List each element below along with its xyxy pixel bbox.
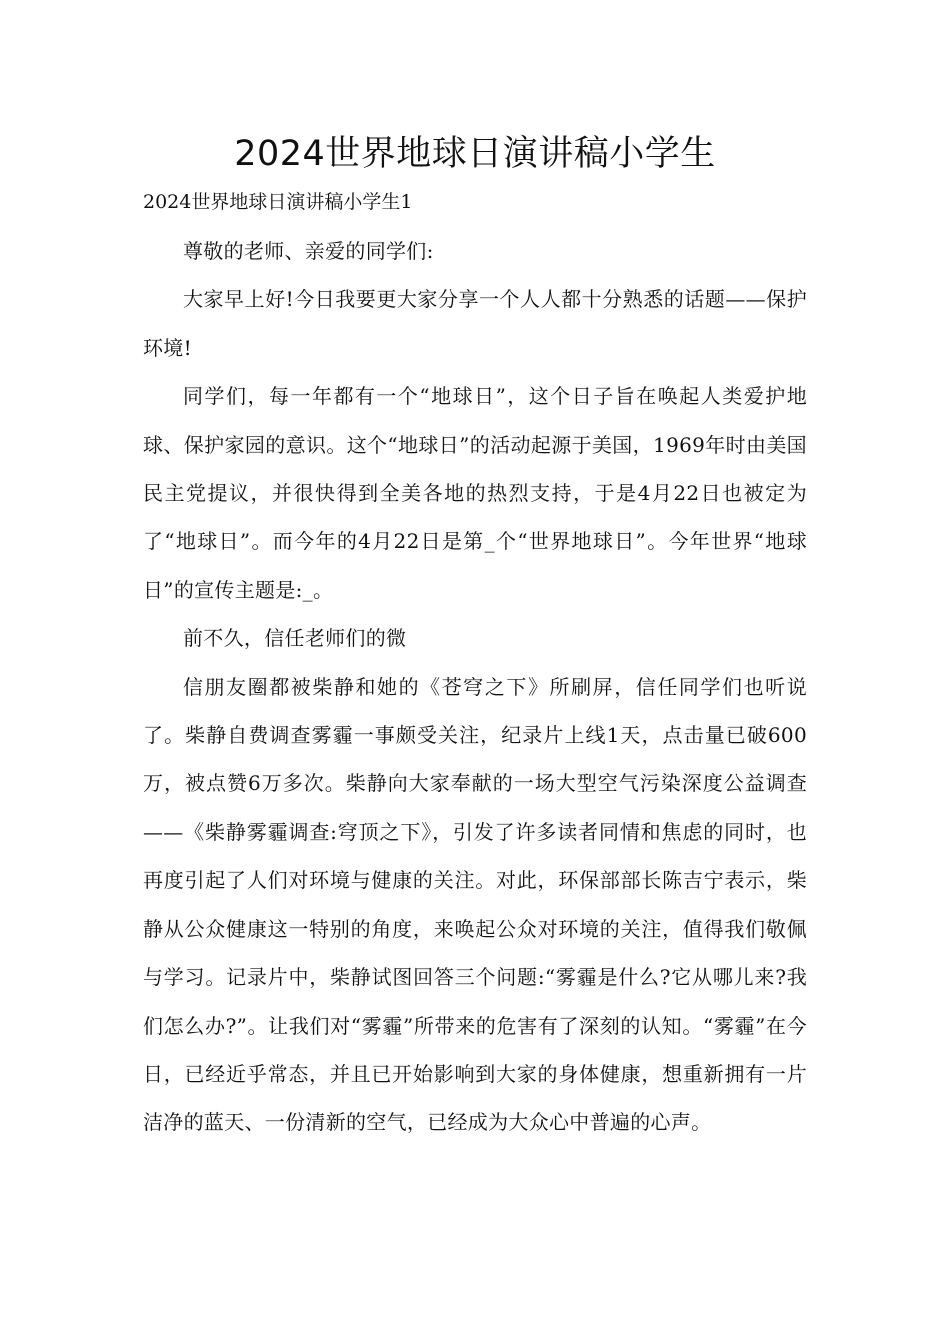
- paragraph-smog: 信朋友圈都被柴静和她的《苍穹之下》所刷屏，信任同学们也听说了。柴静自费调查雾霾一事颇受关注，纪录片上线1天，点击量已破600万，被点赞6万多次。柴静向大家奉献的一场大型空气污染深度公益调查——《柴静雾霾调查:穹顶之下》，引发了许多读者同情和焦虑的同时，也再度引起了人们对环境与健康的关注。对此，环保部部长陈吉宁表示，柴静从公众健康这一特别的角度，来唤起公众对环境的关注，值得我们敬佩与学习。记录片中，柴静试图回答三个问题:“雾霾是什么?它从哪儿来?我们怎么办?”。让我们对“雾霾”所带来的危害有了深刻的认知。“雾霾”在今日，已经近乎常态，并且已开始影响到大家的身体健康，想重新拥有一片洁净的蓝天、一份清新的空气，已经成为大众心中普遍的心声。: [143, 674, 807, 1135]
- paragraph-recently: 前不久，信任老师们的微: [183, 626, 407, 651]
- paragraph-intro: 大家早上好!今日我要更大家分享一个人人都十分熟悉的话题——保护环境!: [143, 287, 807, 360]
- document-body: [143, 227, 807, 1147]
- document-title: 2024世界地球日演讲稿小学生: [234, 134, 716, 174]
- document-subtitle: 2024世界地球日演讲稿小学生1: [143, 191, 413, 213]
- paragraph-greeting: 尊敬的老师、亲爱的同学们:: [183, 239, 434, 263]
- paragraph-earth-day: 同学们，每一年都有一个“地球日”，这个日子旨在唤起人类爱护地球、保护家园的意识。这个“地球日”的活动起源于美国，1969年时由美国民主党提议，并很快得到全美各地的热烈支持，于是4月22日也被定为了“地球日”。而今年的4月22日是第_个“世界地球日”。今年世界“地球日”的宣传主题是:_。: [143, 384, 807, 602]
